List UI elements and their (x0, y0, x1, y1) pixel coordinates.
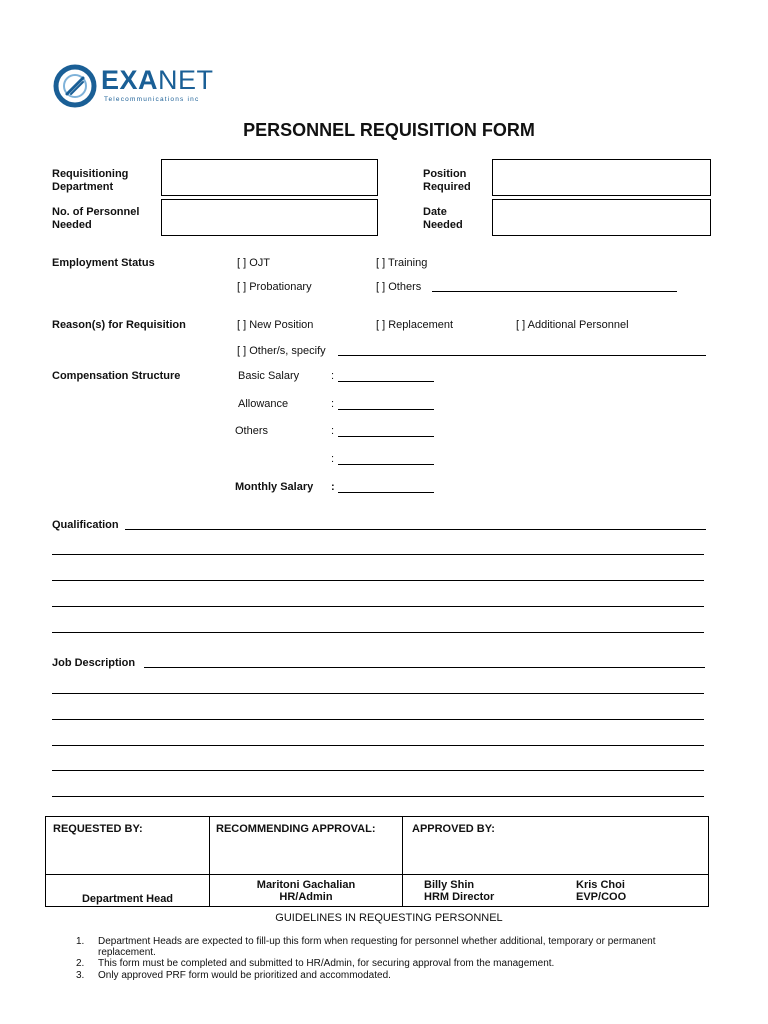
allowance-line[interactable] (338, 409, 434, 410)
requested-by-cell[interactable] (46, 817, 210, 875)
logo-word-light: NET (158, 65, 214, 95)
globe-icon (53, 64, 97, 108)
compensation-label: Compensation Structure (52, 370, 181, 382)
requisitioning-department-label: Requisitioning Department (52, 168, 129, 193)
others-comp-line[interactable] (338, 436, 434, 437)
guideline-text: Department Heads are expected to fill-up this form when requesting for personnel whether additional, temporary or permanent replacement. (98, 936, 656, 958)
guideline-number: 1. (76, 936, 85, 947)
qualification-line[interactable] (52, 606, 704, 607)
approver2-title: EVP/COO (576, 891, 627, 903)
qualification-line[interactable] (125, 529, 706, 530)
requisitioning-department-field[interactable] (161, 159, 378, 196)
basic-salary-line[interactable] (338, 381, 434, 382)
date-needed-label: Date Needed (423, 206, 463, 231)
approver1-title: HRM Director (424, 891, 495, 903)
guideline-number: 3. (76, 970, 85, 981)
job-description-line[interactable] (52, 745, 704, 746)
guideline-item (76, 958, 716, 969)
allowance-colon: : (331, 398, 335, 410)
others-specify-checkbox[interactable]: [ ] Other/s, specify (237, 345, 326, 357)
allowance-label: Allowance (238, 398, 289, 410)
job-description-line[interactable] (52, 770, 704, 771)
company-logo (53, 62, 233, 110)
date-needed-field[interactable] (492, 199, 711, 236)
logo-tagline: Telecommunications inc (104, 96, 200, 103)
job-description-line[interactable] (52, 719, 704, 720)
recommender-name: Maritoni Gachalian (256, 878, 356, 891)
probationary-checkbox[interactable]: [ ] Probationary (237, 281, 312, 293)
others-status-checkbox[interactable]: [ ] Others (376, 281, 422, 293)
approver1-name: Billy Shin (424, 879, 475, 891)
qualification-label: Qualification (52, 519, 119, 531)
approved-by-cell[interactable] (403, 817, 709, 875)
qualification-line[interactable] (52, 580, 704, 581)
approval-table (45, 816, 709, 907)
ojt-checkbox[interactable]: [ ] OJT (237, 257, 270, 269)
job-description-line[interactable] (52, 796, 704, 797)
reasons-label: Reason(s) for Requisition (52, 319, 186, 331)
position-required-label: Position Required (423, 168, 471, 193)
others-comp-colon: : (331, 425, 335, 437)
approver2-name: Kris Choi (576, 879, 625, 891)
logo-word-bold: EXA (101, 65, 159, 95)
guideline-number: 2. (76, 958, 85, 969)
others-status-line[interactable] (432, 291, 677, 292)
others-specify-line[interactable] (338, 355, 706, 356)
job-description-label: Job Description (52, 657, 136, 669)
recommending-cell[interactable] (210, 817, 403, 875)
no-of-personnel-label: No. of Personnel Needed (52, 206, 140, 231)
monthly-salary-line[interactable] (338, 492, 434, 493)
others-comp-label: Others (235, 425, 269, 437)
basic-salary-colon: : (331, 370, 335, 382)
job-description-line[interactable] (52, 693, 704, 694)
additional-personnel-checkbox[interactable]: [ ] Additional Personnel (516, 319, 629, 331)
monthly-salary-colon: : (331, 481, 335, 493)
guideline-text: This form must be completed and submitted to HR/Admin, for securing approval from the management. (98, 958, 555, 969)
training-checkbox[interactable]: [ ] Training (376, 257, 428, 269)
replacement-checkbox[interactable]: [ ] Replacement (376, 319, 454, 331)
new-position-checkbox[interactable]: [ ] New Position (237, 319, 314, 331)
position-required-field[interactable] (492, 159, 711, 196)
job-description-line[interactable] (144, 667, 705, 668)
qualification-line[interactable] (52, 554, 704, 555)
page-title: PERSONNEL REQUISITION FORM (243, 120, 535, 140)
qualification-line[interactable] (52, 632, 704, 633)
extra-comp-line[interactable] (338, 464, 434, 465)
requested-by-label: REQUESTED BY: (53, 823, 143, 835)
guideline-text: Only approved PRF form would be prioritized and accommodated. (98, 970, 391, 981)
recommending-label: RECOMMENDING APPROVAL: (216, 823, 376, 835)
extra-comp-colon: : (331, 453, 335, 465)
monthly-salary-label: Monthly Salary (235, 481, 314, 493)
department-head-title: Department Head (81, 893, 174, 905)
basic-salary-label: Basic Salary (238, 370, 300, 382)
no-of-personnel-field[interactable] (161, 199, 378, 236)
guidelines-heading: GUIDELINES IN REQUESTING PERSONNEL (275, 912, 503, 924)
employment-status-label: Employment Status (52, 257, 155, 269)
recommender-title: HR/Admin (279, 890, 333, 903)
guideline-item (76, 970, 716, 981)
approved-by-label: APPROVED BY: (412, 823, 495, 835)
guideline-item (76, 936, 716, 958)
